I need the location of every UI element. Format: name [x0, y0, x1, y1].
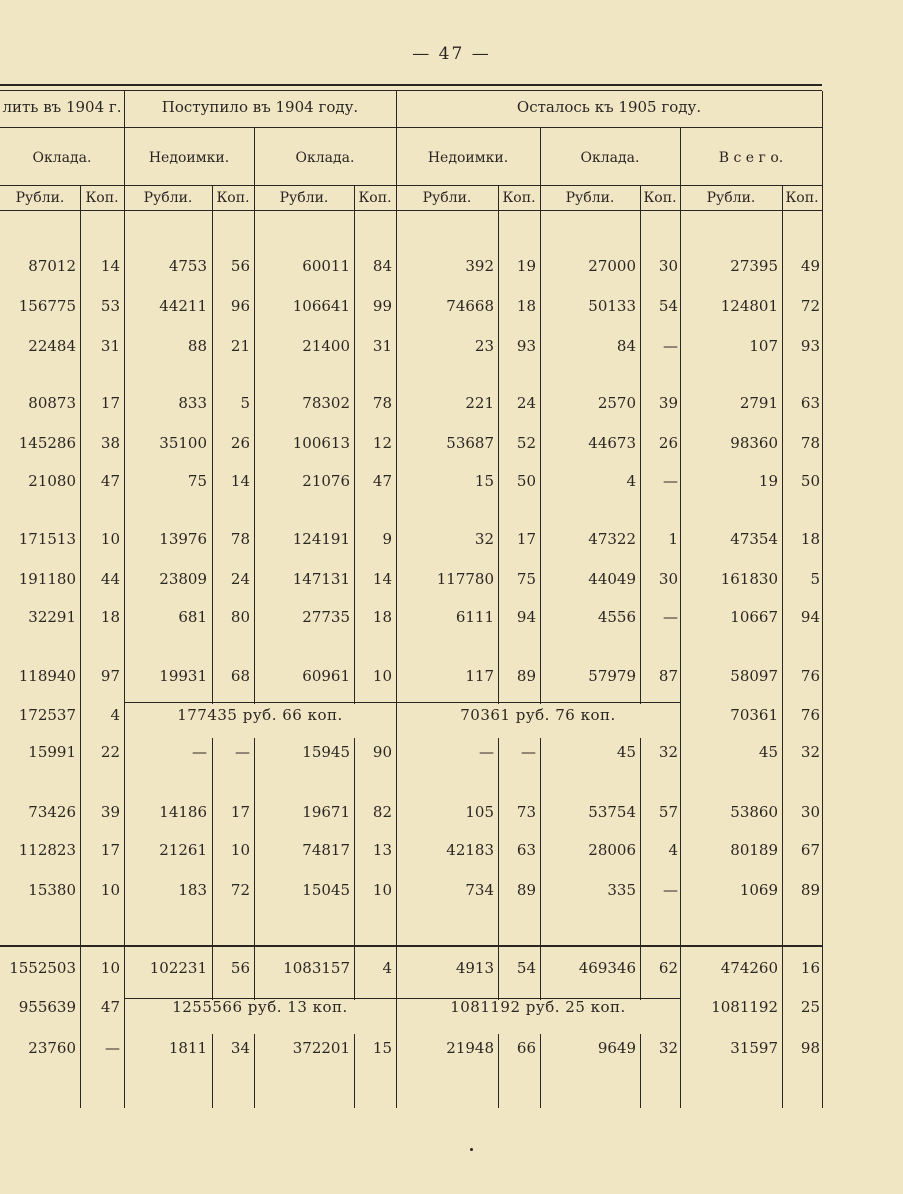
table-cell-rubli: 70361 [730, 706, 778, 724]
group-header-1: лить въ 1904 г. [2, 98, 122, 116]
col-header-kop: Коп. [216, 190, 250, 206]
table-cell-rubli: 117 [465, 667, 494, 685]
table-cell-kop: 89 [516, 667, 536, 685]
table-cell-kop: 39 [100, 803, 120, 821]
table-cell-rubli: 53754 [588, 803, 636, 821]
table-cell-kop: 18 [372, 608, 392, 626]
table-cell-rubli: 87012 [28, 257, 76, 275]
table-cell-kop: 14 [372, 570, 392, 588]
table-cell-rubli: 60011 [302, 257, 350, 275]
table-cell-rubli: 392 [465, 257, 494, 275]
table-cell-kop: 22 [100, 743, 120, 761]
subheader-column-rule [540, 127, 541, 185]
column-rule [640, 185, 641, 1108]
table-cell-rubli: 15945 [302, 743, 350, 761]
table-cell-rubli: 106641 [292, 297, 350, 315]
table-cell-rubli: 45 [758, 743, 778, 761]
table-cell-rubli: 124191 [292, 530, 350, 548]
column-rule [124, 185, 125, 1108]
table-cell-kop: 98 [800, 1039, 820, 1057]
subheader-1: Оклада. [32, 150, 92, 166]
subheader-column-rule [124, 127, 125, 185]
table-cell-kop: — [663, 472, 678, 490]
table-cell-rubli: 372201 [292, 1039, 350, 1057]
table-cell-kop: 10 [100, 881, 120, 899]
table-cell-rubli: 27395 [730, 257, 778, 275]
table-cell-kop: 13 [372, 841, 392, 859]
table-cell-rubli: 171513 [18, 530, 76, 548]
table-cell-rubli: 21076 [302, 472, 350, 490]
col-header-rubli: Рубли. [565, 190, 615, 206]
column-rule [822, 185, 823, 1108]
table-cell-rubli: 1081192 [711, 998, 778, 1016]
table-cell-kop: 4 [382, 959, 392, 977]
table-cell-rubli: 4 [626, 472, 636, 490]
table-cell-rubli: 469346 [578, 959, 636, 977]
table-cell-rubli: 44049 [588, 570, 636, 588]
header-column-rule [822, 91, 823, 127]
table-cell-rubli: 4556 [597, 608, 636, 626]
table-cell-kop: 63 [800, 394, 820, 412]
table-cell-kop: 4 [110, 706, 120, 724]
table-cell-kop: 84 [372, 257, 392, 275]
table-cell-rubli: 80189 [730, 841, 778, 859]
column-rule [254, 185, 255, 1108]
table-cell-kop: 14 [100, 257, 120, 275]
table-cell-rubli: 78302 [302, 394, 350, 412]
table-cell-rubli: 156775 [18, 297, 76, 315]
table-cell-kop: 18 [800, 530, 820, 548]
table-cell-kop: 1 [668, 530, 678, 548]
table-cell-rubli: 73426 [28, 803, 76, 821]
table-cell-rubli: 102231 [149, 959, 207, 977]
table-cell-kop: 31 [100, 337, 120, 355]
table-cell-rubli: 21261 [159, 841, 207, 859]
table-cell-rubli: 53687 [446, 434, 494, 452]
table-cell-kop: 18 [516, 297, 536, 315]
table-cell-rubli: 2570 [597, 394, 636, 412]
table-cell-rubli: 19671 [302, 803, 350, 821]
merged-received-total: 1255566 руб. 13 коп. [172, 998, 348, 1016]
table-cell-rubli: 112823 [18, 841, 76, 859]
table-cell-rubli: 74668 [446, 297, 494, 315]
table-cell-rubli: 98360 [730, 434, 778, 452]
table-cell-rubli: 44211 [159, 297, 207, 315]
table-cell-rubli: 32 [474, 530, 494, 548]
table-cell-kop: 50 [800, 472, 820, 490]
subheader-column-rule [396, 127, 397, 185]
table-cell-kop: 80 [230, 608, 250, 626]
page-number: — 47 — [412, 44, 491, 64]
group-header-2: Поступило въ 1904 году. [161, 98, 359, 116]
col-header-kop: Коп. [643, 190, 677, 206]
table-cell-kop: 97 [100, 667, 120, 685]
table-cell-rubli: 1083157 [283, 959, 350, 977]
table-cell-rubli: 44673 [588, 434, 636, 452]
table-cell-rubli: 955639 [18, 998, 76, 1016]
table-cell-kop: 32 [800, 743, 820, 761]
table-cell-rubli: 474260 [720, 959, 778, 977]
table-cell-rubli: 47354 [730, 530, 778, 548]
table-cell-kop: 62 [658, 959, 678, 977]
table-cell-rubli: 42183 [446, 841, 494, 859]
table-cell-kop: 57 [658, 803, 678, 821]
table-cell-rubli: 145286 [18, 434, 76, 452]
table-cell-kop: 44 [100, 570, 120, 588]
col-header-rubli: Рубли. [143, 190, 193, 206]
table-cell-rubli: 4913 [455, 959, 494, 977]
table-cell-kop: 47 [372, 472, 392, 490]
column-rule [396, 185, 397, 1108]
table-cell-rubli: 734 [465, 881, 494, 899]
merged-rule-a [124, 702, 680, 703]
table-cell-rubli: 1552503 [9, 959, 76, 977]
table-cell-kop: 89 [516, 881, 536, 899]
col-header-rubli: Рубли. [279, 190, 329, 206]
subheader-4: Недоимки. [427, 150, 509, 166]
table-cell-kop: 15 [372, 1039, 392, 1057]
table-cell-kop: 10 [230, 841, 250, 859]
table-cell-kop: 14 [230, 472, 250, 490]
table-cell-rubli: 124801 [720, 297, 778, 315]
subheader-2: Недоимки. [148, 150, 230, 166]
table-cell-rubli: 21400 [302, 337, 350, 355]
table-cell-kop: 5 [810, 570, 820, 588]
table-cell-rubli: 45 [616, 743, 636, 761]
column-rule [354, 185, 355, 1108]
table-cell-rubli: 15045 [302, 881, 350, 899]
table-cell-kop: 5 [240, 394, 250, 412]
table-cell-rubli: 161830 [720, 570, 778, 588]
group-header-3: Осталось къ 1905 году. [516, 98, 702, 116]
table-cell-kop: 10 [100, 530, 120, 548]
column-rule [498, 185, 499, 1108]
table-cell-kop: 30 [800, 803, 820, 821]
col-header-kop: Коп. [502, 190, 536, 206]
table-cell-kop: 96 [230, 297, 250, 315]
table-cell-kop: 4 [668, 841, 678, 859]
table-cell-rubli: 84 [616, 337, 636, 355]
column-rule [540, 185, 541, 1108]
table-cell-rubli: 2791 [739, 394, 778, 412]
stray-dot [470, 1148, 473, 1151]
table-cell-rubli: 28006 [588, 841, 636, 859]
table-cell-kop: 17 [100, 394, 120, 412]
table-cell-rubli: 88 [187, 337, 207, 355]
table-cell-rubli: 19 [758, 472, 778, 490]
table-cell-kop: 63 [516, 841, 536, 859]
table-cell-rubli: 9649 [597, 1039, 636, 1057]
table-cell-kop: 38 [100, 434, 120, 452]
table-cell-kop: 21 [230, 337, 250, 355]
merged-received-total: 177435 руб. 66 коп. [177, 706, 343, 724]
table-cell-kop: 26 [658, 434, 678, 452]
table-cell-kop: 93 [516, 337, 536, 355]
table-cell-kop: 30 [658, 570, 678, 588]
table-cell-kop: 10 [100, 959, 120, 977]
table-cell-kop: — [105, 1039, 120, 1057]
table-cell-kop: 94 [516, 608, 536, 626]
table-cell-kop: — [663, 608, 678, 626]
table-cell-kop: 32 [658, 1039, 678, 1057]
table-cell-kop: 93 [800, 337, 820, 355]
col-header-rubli: Рубли. [422, 190, 472, 206]
table-cell-rubli: 50133 [588, 297, 636, 315]
table-cell-kop: 82 [372, 803, 392, 821]
table-cell-kop: 19 [516, 257, 536, 275]
table-cell-kop: 53 [100, 297, 120, 315]
table-cell-rubli: 31597 [730, 1039, 778, 1057]
table-cell-kop: 87 [658, 667, 678, 685]
header-column-rule [124, 91, 125, 127]
table-cell-kop: 47 [100, 472, 120, 490]
table-cell-rubli: 15991 [28, 743, 76, 761]
table-cell-kop: 12 [372, 434, 392, 452]
table-cell-rubli: 75 [187, 472, 207, 490]
table-cell-rubli: 100613 [292, 434, 350, 452]
table-cell-rubli: — [192, 743, 207, 761]
subheader-6: В с е г о. [718, 150, 784, 166]
column-rule [80, 185, 81, 1108]
table-cell-rubli: 4753 [168, 257, 207, 275]
table-cell-kop: 56 [230, 257, 250, 275]
col-header-kop: Коп. [85, 190, 119, 206]
table-cell-rubli: 35100 [159, 434, 207, 452]
table-cell-kop: 24 [230, 570, 250, 588]
table-cell-kop: 50 [516, 472, 536, 490]
col-header-rubli: Рубли. [15, 190, 65, 206]
merged-remain-total: 70361 руб. 76 коп. [460, 706, 616, 724]
table-cell-rubli: 1811 [168, 1039, 207, 1057]
table-cell-kop: — [235, 743, 250, 761]
table-cell-rubli: 57979 [588, 667, 636, 685]
table-cell-rubli: 833 [178, 394, 207, 412]
table-cell-kop: 78 [372, 394, 392, 412]
table-cell-kop: 72 [800, 297, 820, 315]
table-cell-kop: 16 [800, 959, 820, 977]
table-cell-rubli: 32291 [28, 608, 76, 626]
subheader-column-rule [254, 127, 255, 185]
table-cell-rubli: 27735 [302, 608, 350, 626]
table-cell-rubli: 21948 [446, 1039, 494, 1057]
col-header-kop: Коп. [358, 190, 392, 206]
table-cell-kop: — [521, 743, 536, 761]
subheader-column-rule [822, 127, 823, 185]
table-cell-kop: 72 [230, 881, 250, 899]
table-cell-kop: 90 [372, 743, 392, 761]
table-cell-kop: 34 [230, 1039, 250, 1057]
table-cell-kop: — [663, 337, 678, 355]
table-cell-kop: 10 [372, 667, 392, 685]
table-cell-kop: 54 [516, 959, 536, 977]
table-cell-kop: 31 [372, 337, 392, 355]
table-cell-kop: 18 [100, 608, 120, 626]
col-header-kop: Коп. [785, 190, 819, 206]
table-cell-rubli: 27000 [588, 257, 636, 275]
table-cell-rubli: 23809 [159, 570, 207, 588]
header-column-rule [396, 91, 397, 127]
column-rule [212, 185, 213, 1108]
table-cell-kop: 78 [230, 530, 250, 548]
table-cell-kop: 26 [230, 434, 250, 452]
table-cell-kop: 76 [800, 667, 820, 685]
table-cell-kop: 67 [800, 841, 820, 859]
table-cell-rubli: 13976 [159, 530, 207, 548]
table-cell-kop: 47 [100, 998, 120, 1016]
table-cell-kop: 73 [516, 803, 536, 821]
table-cell-rubli: 107 [749, 337, 778, 355]
table-cell-rubli: 10667 [730, 608, 778, 626]
table-cell-kop: 66 [516, 1039, 536, 1057]
table-cell-rubli: 60961 [302, 667, 350, 685]
table-cell-kop: 89 [800, 881, 820, 899]
table-cell-rubli: 183 [178, 881, 207, 899]
table-cell-kop: 30 [658, 257, 678, 275]
table-cell-kop: 39 [658, 394, 678, 412]
table-cell-kop: 94 [800, 608, 820, 626]
table-cell-rubli: 19931 [159, 667, 207, 685]
table-cell-kop: 17 [230, 803, 250, 821]
table-cell-rubli: 23760 [28, 1039, 76, 1057]
table-cell-kop: 25 [800, 998, 820, 1016]
merged-remain-total: 1081192 руб. 25 коп. [450, 998, 626, 1016]
top-rule [0, 84, 822, 86]
table-cell-kop: 54 [658, 297, 678, 315]
table-cell-rubli: 335 [607, 881, 636, 899]
table-cell-kop: 32 [658, 743, 678, 761]
table-cell-kop: 76 [800, 706, 820, 724]
table-cell-kop: 10 [372, 881, 392, 899]
table-cell-kop: 56 [230, 959, 250, 977]
table-cell-rubli: 6111 [455, 608, 494, 626]
table-cell-kop: 78 [800, 434, 820, 452]
column-rule [782, 185, 783, 1108]
table-cell-rubli: 58097 [730, 667, 778, 685]
table-cell-rubli: 21080 [28, 472, 76, 490]
table-cell-rubli: — [479, 743, 494, 761]
table-cell-rubli: 221 [465, 394, 494, 412]
table-cell-rubli: 681 [178, 608, 207, 626]
table-cell-rubli: 147131 [292, 570, 350, 588]
table-cell-rubli: 23 [474, 337, 494, 355]
table-cell-kop: 17 [100, 841, 120, 859]
table-cell-kop: 49 [800, 257, 820, 275]
subheader-5: Оклада. [580, 150, 640, 166]
table-cell-rubli: 15380 [28, 881, 76, 899]
table-cell-kop: 17 [516, 530, 536, 548]
table-cell-rubli: 22484 [28, 337, 76, 355]
table-cell-rubli: 117780 [436, 570, 494, 588]
table-cell-kop: 75 [516, 570, 536, 588]
subheader-3: Оклада. [295, 150, 355, 166]
table-cell-kop: 99 [372, 297, 392, 315]
table-cell-rubli: 74817 [302, 841, 350, 859]
column-rule [680, 185, 681, 1108]
table-cell-rubli: 53860 [730, 803, 778, 821]
table-cell-rubli: 105 [465, 803, 494, 821]
table-cell-rubli: 15 [474, 472, 494, 490]
table-cell-kop: 68 [230, 667, 250, 685]
table-cell-rubli: 172537 [18, 706, 76, 724]
subheader-column-rule [680, 127, 681, 185]
table-cell-rubli: 118940 [18, 667, 76, 685]
table-cell-kop: 24 [516, 394, 536, 412]
table-cell-rubli: 80873 [28, 394, 76, 412]
table-cell-kop: 9 [382, 530, 392, 548]
table-cell-rubli: 191180 [18, 570, 76, 588]
table-cell-rubli: 14186 [159, 803, 207, 821]
table-cell-rubli: 47322 [588, 530, 636, 548]
table-cell-kop: — [663, 881, 678, 899]
col-header-rubli: Рубли. [706, 190, 756, 206]
table-cell-kop: 52 [516, 434, 536, 452]
table-cell-rubli: 1069 [739, 881, 778, 899]
